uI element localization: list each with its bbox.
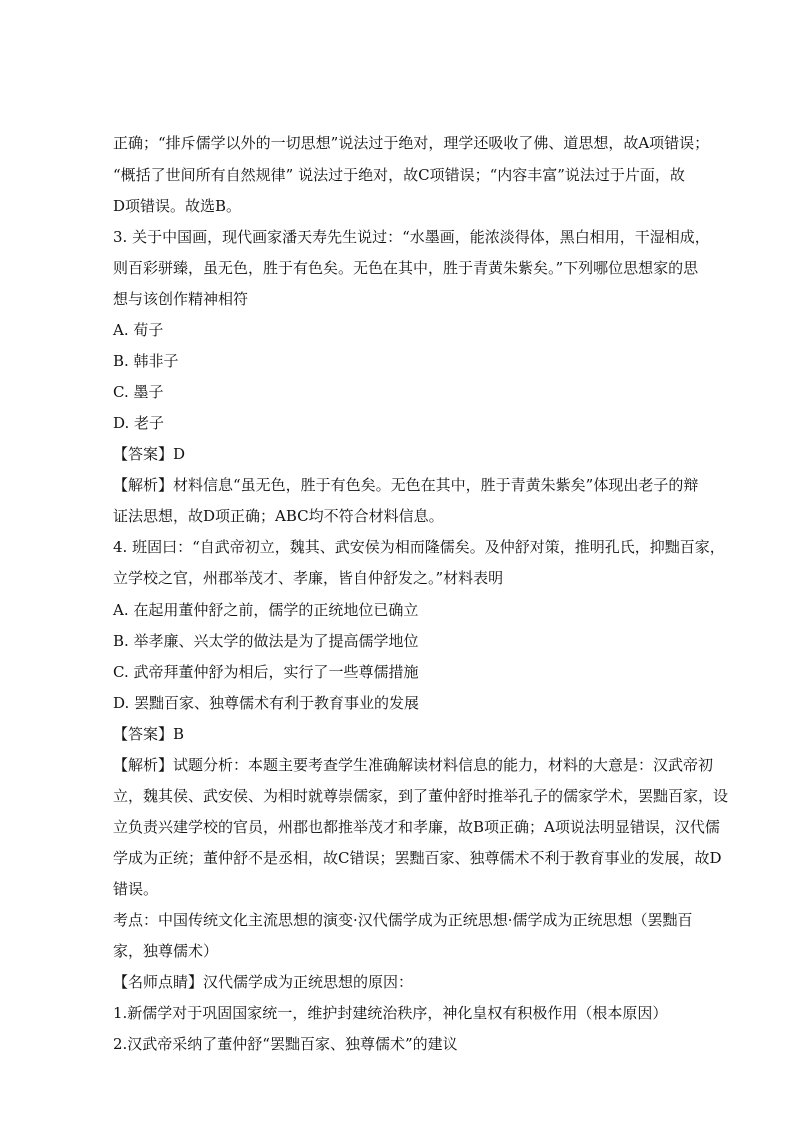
text-line: D项错误。故选B。 [113, 197, 242, 215]
teacher-note-item: 2.汉武帝采纳了董仲舒“罢黜百家、独尊儒术”的建议 [113, 1035, 458, 1053]
option-d: D. 罢黜百家、独尊儒术有利于教育事业的发展 [113, 694, 420, 712]
option-c: C. 武帝拜董仲舒为相后，实行了一些尊儒措施 [113, 663, 419, 681]
knowledge-point: 考点：中国传统文化主流思想的演变·汉代儒学成为正统思想·儒学成为正统思想（罢黜百 [113, 911, 693, 929]
text-line: 正确；“排斥儒学以外的一切思想”说法过于绝对，理学还吸收了佛、道思想，故A项错误； [113, 134, 710, 152]
question-3-stem: 则百彩骈臻，虽无色，胜于有色矣。无色在其中，胜于青黄朱紫矣。”下列哪位思想家的思 [113, 259, 699, 277]
question-3-stem: 想与该创作精神相符 [113, 290, 249, 308]
analysis-text: 立，魏其侯、武安侯、为相时就尊崇儒家，到了董仲舒时推举孔子的儒家学术，罢黜百家，设 [113, 787, 729, 805]
analysis-text: 错误。 [113, 880, 159, 898]
option-a: A. 荀子 [113, 321, 164, 339]
question-4-stem: 立学校之官，州郡举茂才、孝廉，皆自仲舒发之。”材料表明 [113, 569, 504, 587]
teacher-note-item: 1.新儒学对于巩固国家统一，维护封建统治秩序，神化皇权有积极作用（根本原因） [113, 1004, 668, 1022]
text-line: “概括了世间所有自然规律” 说法过于绝对，故C项错误；“内容丰富”说法过于片面，故 [113, 166, 685, 184]
option-b: B. 举孝廉、兴太学的做法是为了提高儒学地位 [113, 632, 419, 650]
question-3-stem: 3. 关于中国画，现代画家潘天寿先生说过：“水墨画，能浓淡得体，黑白相用，干湿相成， [113, 228, 710, 246]
teacher-note-title: 【名师点睛】汉代儒学成为正统思想的原因： [113, 973, 414, 991]
analysis-text: 【解析】材料信息“虽无色，胜于有色矣。无色在其中，胜于青黄朱紫矣”体现出老子的辩 [113, 476, 699, 494]
option-c: C. 墨子 [113, 383, 164, 401]
analysis-text: 【解析】试题分析：本题主要考查学生准确解读材料信息的能力，材料的大意是：汉武帝初 [113, 756, 714, 774]
option-d: D. 老子 [113, 414, 165, 432]
option-b: B. 韩非子 [113, 352, 179, 370]
analysis-text: 证法思想，故D项正确；ABC均不符合材料信息。 [113, 507, 444, 525]
option-a: A. 在起用董仲舒之前，儒学的正统地位已确立 [113, 601, 419, 619]
answer-label: 【答案】D [113, 445, 186, 463]
analysis-text: 学成为正统；董仲舒不是丞相，故C错误；罢黜百家、独尊儒术不利于教育事业的发展，故D [113, 849, 722, 867]
analysis-text: 立负责兴建学校的官员，州郡也都推举茂才和孝廉，故B项正确；A项说法明显错误，汉代儒 [113, 818, 720, 836]
answer-label: 【答案】B [113, 725, 185, 743]
question-4-stem: 4. 班固曰：“自武帝初立，魏其、武安侯为相而隆儒矣。及仲舒对策，推明孔氏，抑黜百家， [113, 538, 725, 556]
knowledge-point: 家，独尊儒术） [113, 942, 219, 960]
